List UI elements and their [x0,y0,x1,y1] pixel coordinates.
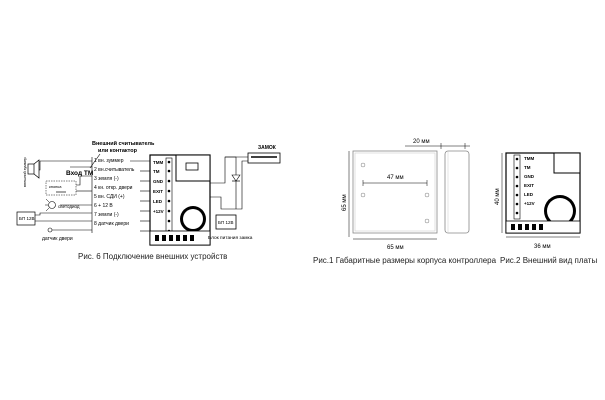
button-label: кнопка [49,184,62,189]
dim-height: 65 мм [342,194,348,211]
board-dim-width: 36 мм [534,244,551,250]
lock-label: ЗАМОК [258,145,276,151]
terminal-6: 6 + 12 В [94,203,113,209]
board-caption: Рис.2 Внешний вид платы [500,256,598,265]
enclosure-side [445,151,469,233]
board2-label-gnd: GND [524,174,534,179]
board2-label-tm: TM [524,165,531,170]
terminal-7: 7 земли (-) [94,212,119,218]
contactor-label: или контактор [98,148,137,154]
board-label-12v: +12V [153,209,164,214]
board-label-gnd: GND [153,179,163,184]
led-label: светодиод [58,204,80,209]
board2-label-exit: EXIT [524,183,535,188]
board-label-tmm: TMM [153,160,164,165]
terminal-2: 2 вн.считыватель [94,167,135,173]
terminal-1: 1 вн. зуммер [94,158,124,164]
wiring-diagram [0,135,300,255]
board2-label-12v: +12V [524,201,535,206]
board2-label-tmm: TMM [524,156,535,161]
terminal-8: 8 датчик двери [94,221,129,227]
enclosure-front [353,151,437,233]
diode-icon [232,175,240,181]
terminal-3: 3 земля (-) [94,176,119,182]
ext-reader-label: Внешний считыватель [92,141,155,147]
board-diagram [490,145,585,255]
lock-psu-label: Блок питания замка [208,236,253,241]
enclosure-diagram [335,133,475,263]
lock-icon [248,153,280,163]
enclosure-caption: Рис.1 Габаритные размеры корпуса контроллера [313,256,497,265]
dim-width: 65 мм [387,245,404,251]
led-icon [45,199,56,211]
psu-left-label: БП 12В [19,216,35,221]
door-sensor-label: датчик двери [42,236,73,242]
tm-input-label: Вход ТМ [66,170,94,177]
dim-depth: 20 мм [413,139,430,145]
board2-label-led: LED [524,192,533,197]
psu-right-label: БП 12В [218,220,234,225]
beeper-label: внешний зуммер [23,157,27,187]
terminal-5: 5 вн. СДИ (+) [94,194,125,200]
beeper-icon [28,164,34,174]
wiring-caption: Рис. 6 Подключение внешних устройств [78,252,228,261]
board-label-exit: EXIT [153,189,164,194]
board-dim-height: 40 мм [495,188,501,205]
board-label-led: LED [153,199,162,204]
board-label-tm: TM [153,169,160,174]
terminal-4: 4 кн. откр. двери [94,185,133,191]
controller-board [150,155,210,245]
dim-inner: 47 мм [387,175,404,181]
